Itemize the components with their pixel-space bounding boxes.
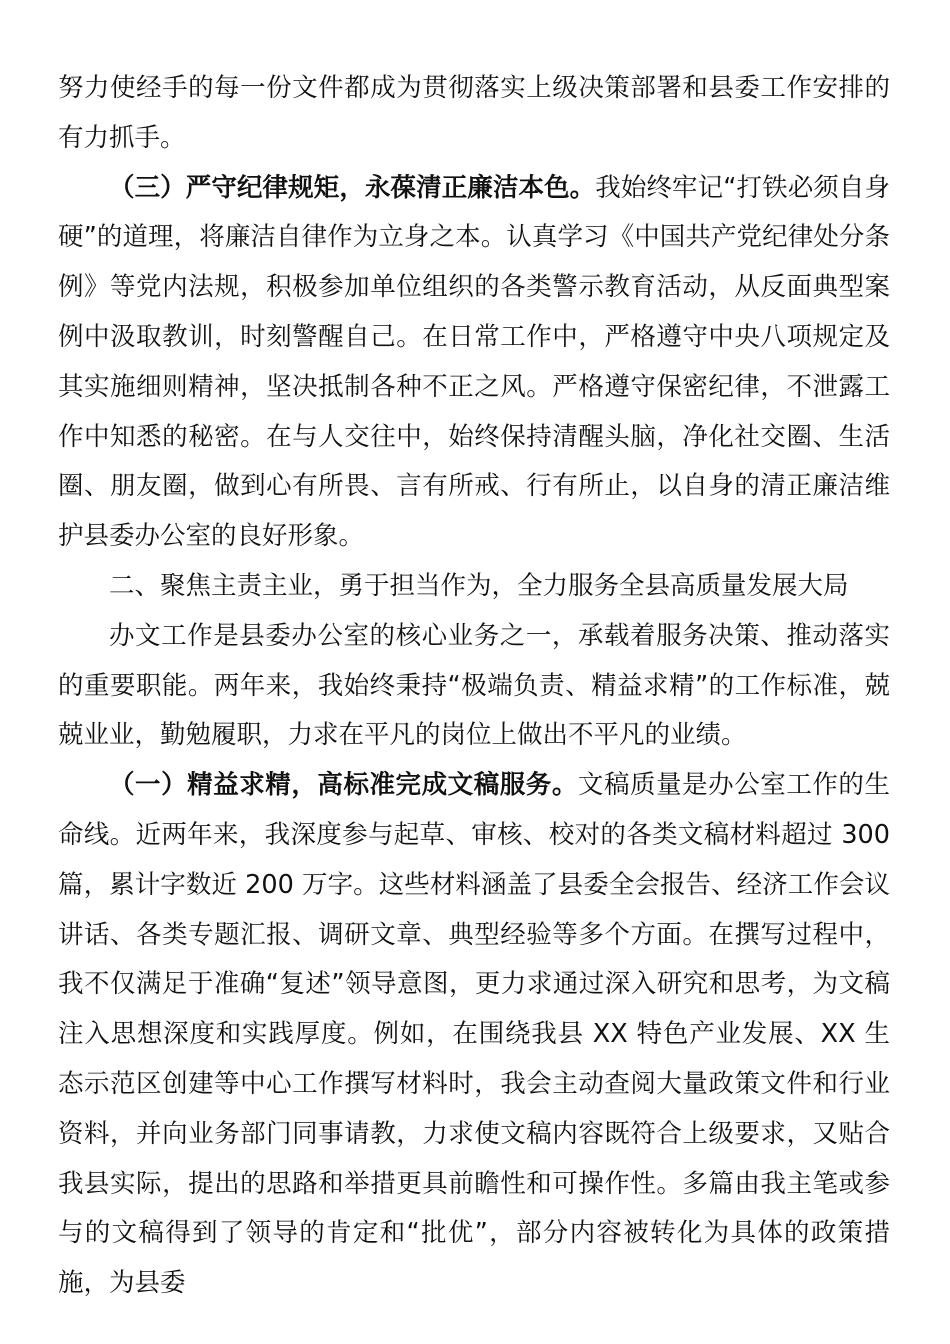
paragraph-section-3 — [58, 164, 890, 562]
paragraph-text: 努力使经手的每一份文件都成为贯彻落实上级决策部署和县委工作安排的有力抓手。 — [58, 73, 890, 153]
paragraph-text: 我始终牢记“打铁必须自身硬”的道理，将廉洁自律作为立身之本。认真学习《中国共产党纪律处分条例》等党内法规，积极参加单位组织的各类警示教育活动，从反面典型案例中汲取教训，时刻警醒自己。在日常工作中，严格遵守中央八项规定及其实施细则精神，坚决抵制各种不正之风。严格遵守保密纪律，不泄露工作中知悉的秘密。在与人交往中，始终保持清醒头脑，净化社交圈、生活圈、朋友圈，做到心有所畏、言有所戒、行有所止，以自身的清正廉洁维护县委办公室的良好形象。 — [58, 172, 890, 552]
section-heading: （一）精益求精，高标准完成文稿服务。 — [109, 770, 578, 801]
paragraph-text: 办文工作是县委办公室的核心业务之一，承载着服务决策、推动落实的重要职能。两年来，我始终秉持“极端负责、精益求精”的工作标准，兢兢业业，勤勉履职，力求在平凡的岗位上做出不平凡的业绩。 — [58, 620, 890, 751]
heading-text: 二、聚焦主责主业，勇于担当作为，全力服务全县高质量发展大局 — [109, 570, 849, 601]
paragraph-section-1 — [58, 761, 890, 1309]
paragraph-text: 文稿质量是办公室工作的生命线。近两年来，我深度参与起草、审核、校对的各类文稿材料超过 300 篇，累计字数近 200 万字。这些材料涵盖了县委全会报告、经济工作会议讲话、各类专题汇报、调研文章、典型经验等多个方面。在撰写过程中，我不仅满足于准确“复述”领导意图，更力求通过深入研究和思考，为文稿注入思想深度和实践厚度。例如，在围绕我县 XX 特色产业发展、XX 生态示范区创建等中心工作撰写材料时，我会主动查阅大量政策文件和行业资料，并向业务部门同事请教，力求使文稿内容既符合上级要求，又贴合我县实际，提出的思路和举措更具前瞻性和可操作性。多篇由我主笔或参与的文稿得到了领导的肯定和“批优”，部分内容被转化为具体的政策措施，为县委 — [58, 770, 890, 1299]
section-heading: （三）严守纪律规矩，永葆清正廉洁本色。 — [109, 172, 596, 203]
document-body — [58, 64, 890, 1309]
chapter-heading — [58, 562, 890, 612]
paragraph-intro — [58, 612, 890, 761]
paragraph-continuation — [58, 64, 890, 164]
